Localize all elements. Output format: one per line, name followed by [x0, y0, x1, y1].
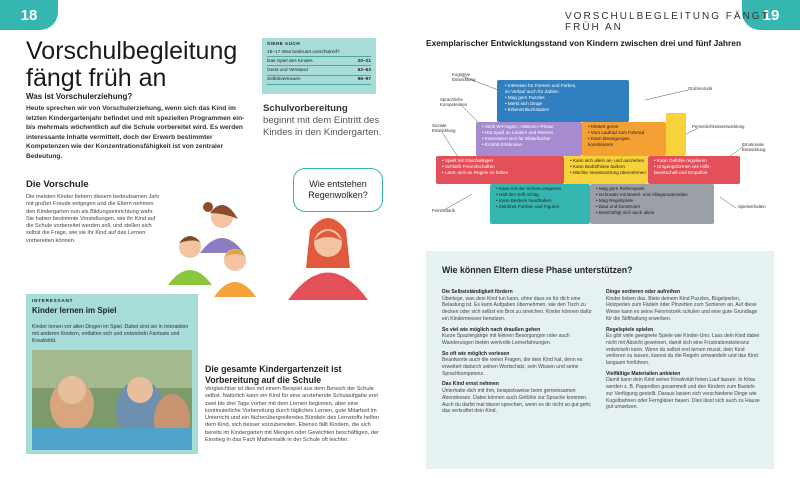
see-also-item-label: Selbstvertrauen — [267, 77, 301, 83]
parents-heading: Wie können Eltern diese Phase unterstützen? — [442, 265, 633, 275]
block-line: • Lernt, sich an Regeln zu halten — [442, 170, 509, 175]
title-line-1: Vorschulbegleitung — [26, 37, 238, 65]
block-fein — [490, 184, 590, 224]
block-line: • Stellt W-Fragen, »Warum«-Phase — [482, 124, 554, 129]
block-line: • Beschäftigt sich auch allein — [596, 210, 655, 215]
see-also-item-page: 20–21 — [357, 58, 371, 64]
title-line-2: fängt früh an — [26, 64, 167, 92]
tip-text: Beantworte auch die vielen Fragen, die dein Kind hat, denn es erweitert dadurch seinen Wortschatz, sein Wissen und seine Sprachkompetenz. — [442, 357, 583, 377]
see-also-heading: SIEHE AUCH — [267, 41, 301, 46]
parents-column-right — [606, 289, 761, 411]
block-kognitiv — [497, 80, 629, 122]
pull-quote-rest: beginnt mit dem Eintritt des Kindes in den Kindergarten. — [263, 115, 382, 138]
pull-quote-bold: Schulvorbereitung — [263, 103, 348, 114]
tip-text: Überlege, was dein Kind tun kann, ohne dass es für dich eine Belastung ist. Es kann Aufgaben übernehmen, wie den Tisch zu decken oder sich selbst ein Brot zu streichen. Kinder können dafür ein Kindermesser benutzen. — [442, 295, 592, 322]
block-sprachlich — [476, 122, 582, 156]
interessant-text: Kinder lernen vor allen Dingen im Spiel. Dabei sind sie in Interaktion mit anderen Kindern, entfalten sich und entwickeln Fantasie und Kreativität. — [32, 324, 189, 344]
block-line: • Spielt mit Gleichaltrigen — [442, 158, 494, 163]
label-sozial: Soziale Entwicklung — [432, 123, 456, 133]
see-also-item-label: 16–17 Was bedeutet vorschulreif? — [267, 49, 340, 55]
interessant-box — [26, 294, 198, 454]
block-line: • Merkt sich Dinge — [505, 101, 543, 106]
block-line: • Hält den Stift richtig — [496, 192, 539, 197]
see-also-box — [262, 38, 376, 94]
block-line: • Kann Gefühle regulieren — [654, 158, 707, 163]
tip-text: Kurze Spaziergänge mit kleinen Besorgungen oder auch Wanderungen bieten wertvolle Lernerfahrungen. — [442, 333, 570, 346]
pull-quote — [263, 103, 383, 139]
label-feinmotorik: Feinmotorik — [432, 208, 455, 213]
gesamt-text: Vergleichbar ist dies mit einem Beispiel aus dem Bereich der Schule selbst. Natürlich kann ein Kind für eine anstehende Schulaufgabe erst zwei bis drei Tage vorher mit dem Lernen beginnen, aber eine kontinuierliche Vorbereitung durch tägliches Lernen, gute Mitarbeit im Unterricht und ein fächerübergreifendes Bündeln des Lernstoffs helfen dem Kind, sich besser vorzubereiten. Ebenso fällt Kindern, die sich bereits im Kindergarten mit Mengen oder Gewichten beschäftigen, der Einstieg in das Fach Mathematik in der Schule oft leichter. — [205, 386, 380, 444]
block-line: im Verlauf auch für Zahlen — [505, 89, 559, 94]
page-number-right: 19 — [742, 0, 800, 30]
tip-heading: So viel wie möglich nach draußen gehen — [442, 326, 541, 333]
child-illustration-1 — [168, 236, 212, 285]
see-also-item-page: 96–97 — [357, 77, 371, 83]
label-kognitiv: Kognitive Entwicklung — [452, 72, 476, 82]
child-illustration-3 — [214, 249, 256, 297]
tip-heading: Dinge sortieren oder aufreihen — [606, 289, 681, 295]
block-line: • Kann sich allein an- und ausziehen — [570, 158, 645, 163]
block-grob — [582, 122, 666, 156]
block-line: bereitschaft und Empathie — [654, 170, 708, 175]
tip-text: Unterhalte dich mit ihm, beispielsweise beim gemeinsamen Abendessen. Dabei können auch Gefühle zur Sprache kommen. Auch du darfst mal davon sprechen, wenn es dir nicht so gut geht, das verkraftet dein Kind. — [442, 388, 592, 415]
block-line: • Interesse für Formen und Farben, — [505, 83, 577, 88]
interessant-heading: Kinder lernen im Spiel — [32, 306, 117, 315]
children-playing-photo — [32, 350, 192, 450]
tip-heading: Die Selbstständigkeit fördern — [442, 289, 513, 295]
subheading: Was ist Vorschulerziehung? — [26, 92, 133, 101]
tip-heading: Das Kind ernst nehmen — [442, 381, 499, 388]
tip-heading: So oft wie möglich vorlesen — [442, 350, 510, 357]
tip-text: Kinder lieben das. Biete deinem Kind Puzzles, Bügelperlen, Holzperlen zum Fädeln oder Pinzetten zum Sortieren an. Auf diese Weise kann es seine Feinmotorik schulen und eine gute Grundlage für die Stifthaltung erwerben. — [606, 295, 758, 322]
label-grobmotorik: Grobmotorik — [688, 86, 713, 91]
child-illustration-2 — [200, 202, 244, 253]
see-also-item — [267, 48, 371, 57]
tip-text: Damit kann dein Kind seiner Kreativität freien Lauf lassen. In Kitas werden z. B. Papprollen gesammelt und den Kindern zum Basteln zur Verfügung gestellt. Daraus lassen sich verschiedene Dinge wie Kugelbahnen oder Ferngläser bauen. Dies lässt sich auch zu Hause gut umsetzen. — [606, 377, 760, 411]
block-line: • Kann mit der Schere umgehen — [496, 186, 562, 191]
see-also-item-label: Das Spiel des Kindes — [267, 58, 313, 64]
block-line: • Zeichnet Formen und Figuren — [496, 204, 560, 209]
tip-text: Es gibt viele geeignete Spiele wie Kinder-Uno. Lass dein Kind dabei nicht mit Absicht gewinnen, damit sich eine Frustrationstoleranz entwickeln kann. Wenn du selbst erst lernen musst, dein Kind verlieren zu lassen, kannst du die Regeln umwandeln und das Kind langsam hinführen. — [606, 333, 760, 367]
block-emotional — [648, 156, 740, 184]
block-yellow — [666, 113, 686, 156]
see-also-item — [267, 57, 371, 66]
gesamt-heading: Die gesamte Kindergartenzeit ist Vorbereitung auf die Schule — [205, 364, 342, 385]
block-line: • Hat Spaß an Liedern und Reimen — [482, 130, 554, 135]
parents-support-box — [426, 251, 774, 469]
block-persoenlich — [564, 156, 648, 184]
parents-column-left — [442, 289, 597, 415]
block-line: • Vom Laufrad zum Fahrrad — [588, 130, 645, 135]
block-line: • Erzählt Erlebnisse — [482, 142, 522, 147]
see-also-item — [267, 66, 371, 75]
tip-heading: Regelspiele spielen — [606, 326, 654, 333]
block-line: • Möchte Verantwortung übernehmen — [570, 170, 646, 175]
block-line: • Interessiert sich für Bilderbücher — [482, 136, 551, 141]
tip-heading: Vielfältige Materialien anbieten — [606, 370, 681, 377]
page-number-left: 18 — [0, 0, 58, 30]
page-title — [26, 38, 266, 92]
block-line: • Kann Besteck handhaben — [496, 198, 552, 203]
block-line: • Umgangsformen wie Hilfs- — [654, 164, 711, 169]
running-title: VORSCHULBEGLEITUNG FÄNGT FRÜH AN — [565, 11, 770, 33]
vorschule-text: Die meisten Kinder fiebern diesem bedeutsamen Jahr mit großer Freude entgegen und die Eltern nehmen den Kindergarten nun als Bildungseinrichtung wahr. Sie haben bestimmte Vorstellungen, wie ihr Kind auf die Schule vorbereitet werden soll, und stellen sich selbst die Frage, wie sie ihr Kind auf das Lernen vorbereiten können. — [26, 194, 160, 244]
block-sozial — [436, 156, 564, 184]
label-emotional: Emotionale Entwicklung — [742, 142, 766, 152]
see-also-item-page: 62–63 — [357, 67, 371, 73]
label-spiel: Spielverhalten — [738, 204, 766, 209]
block-line: • Klettert gerne — [588, 124, 619, 129]
diagram-title: Exemplarischer Entwicklungsstand von Kindern zwischen drei und fünf Jahren — [426, 38, 742, 48]
vorschule-heading: Die Vorschule — [26, 179, 89, 190]
teacher-illustration — [288, 218, 368, 300]
intro-paragraph: Heute sprechen wir von Vorschulerziehung, wenn sich das Kind im letzten Kindergartenjahr befindet und mit speziellen Programmen ein- bis mehrmals wöchentlich auf die Schule vorbereitet wird. Es werden interessante Inhalte vermittelt, doch der Erwerb bestimmter Kompetenzen wie der Konzentrationsfähigkeit ist von zentraler Bedeutung. — [26, 105, 245, 160]
block-line: • Erkennt Buchstaben — [505, 107, 550, 112]
block-line: • Mag Regelspiele — [596, 198, 634, 203]
label-sprachlich: Sprachliche Kompetenzen — [440, 97, 468, 107]
block-line: • Ist kreativ mit Bastel- und Alltagsmaterialien — [596, 192, 688, 197]
interessant-label: INTERESSANT — [32, 298, 74, 303]
block-line: • Kann Bedürfnisse äußern — [570, 164, 625, 169]
block-line: koordinieren — [588, 142, 614, 147]
block-line: • Mag gern Puzzles — [505, 95, 545, 100]
block-line: • Baut und konstruiert — [596, 204, 640, 209]
see-also-item — [267, 76, 371, 85]
block-spiel — [590, 184, 714, 224]
block-line: • Kann Bewegungen — [588, 136, 630, 141]
block-line: • Schließt Freundschaften — [442, 164, 495, 169]
block-line: • Mag gern Rollenspiele — [596, 186, 645, 191]
label-persoenlich: Persönlichkeitsentwicklung — [692, 124, 745, 129]
see-also-item-label: Geist und Verstand — [267, 67, 308, 73]
speech-bubble: Wie entstehen Regenwolken? — [293, 168, 383, 212]
